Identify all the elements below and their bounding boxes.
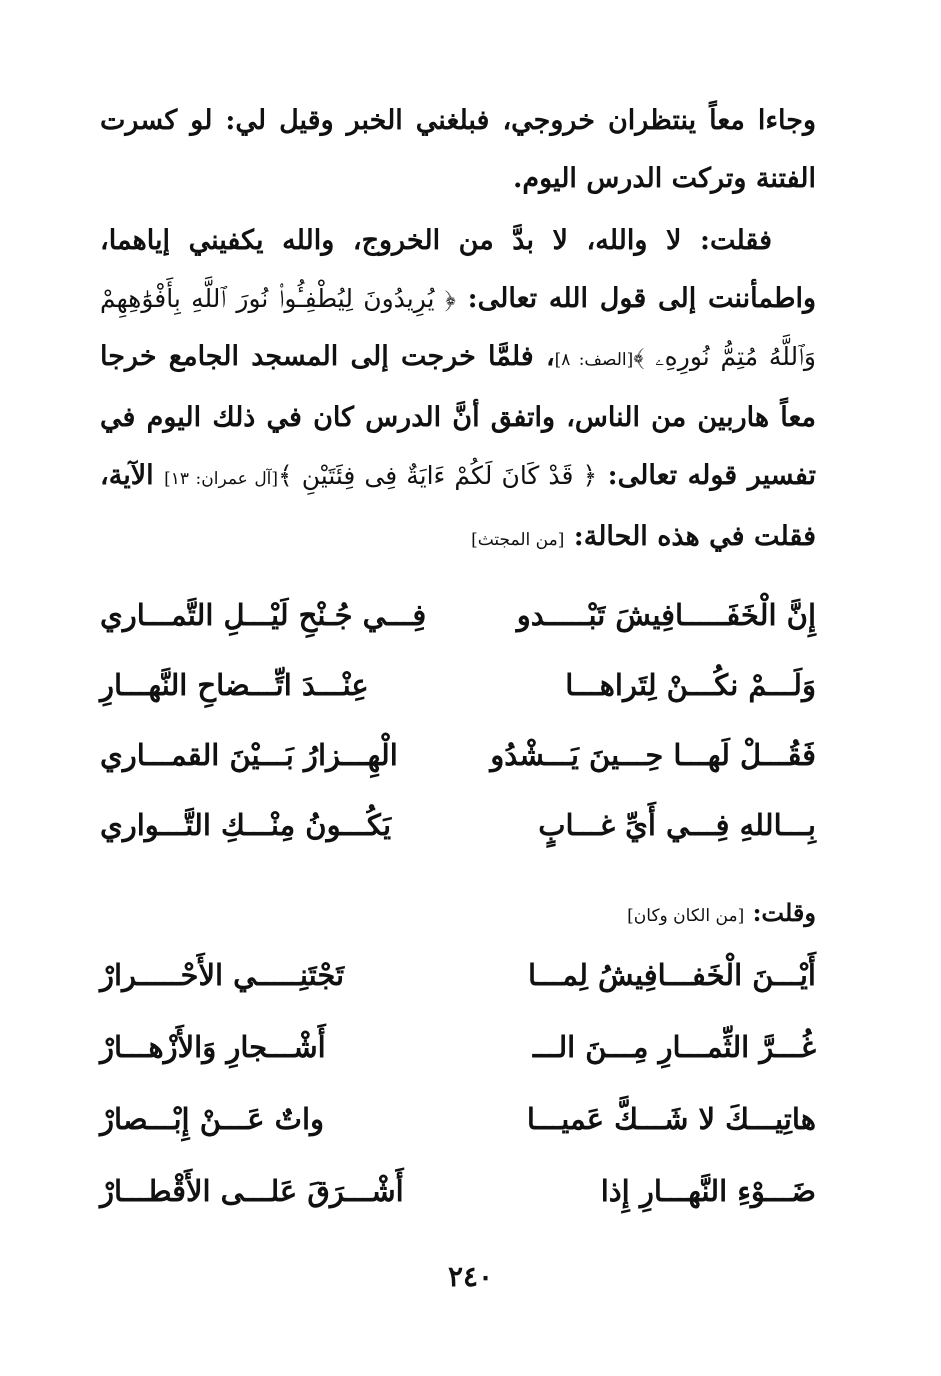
paragraph-2 xyxy=(100,212,816,569)
verse-row xyxy=(100,1174,816,1234)
verse-second-hemistich: الْهِـــزارُ بَـــيْنَ القمـــاري xyxy=(100,738,398,772)
quran-ref-1: [الصف: ٨] xyxy=(554,350,634,370)
quran-ref-2: [آل عمران: ١٣] xyxy=(164,469,279,489)
verse-first-hemistich: أَيْـــنَ الْخَفـــافِيشُ لِمـــا xyxy=(527,958,816,992)
quran-verse-1: ﴿ يُرِيدُونَ لِيُطْفِـُٔوا۟ نُورَ ٱللَّهِ بِأَفْوَٰهِهِمْ وَٱللَّهُ مُتِمُّ نُورِهِۦ ﴾ xyxy=(100,284,816,371)
verse-row xyxy=(100,1030,816,1090)
verse-row xyxy=(100,738,816,798)
verse-first-hemistich: وَلَـــمْ نكُـــنْ لِتَراهـــا xyxy=(565,668,816,702)
verse-second-hemistich: فِـــي جُـنْحِ لَيْـــلِ التَّمـــاري xyxy=(100,598,427,632)
verse-second-hemistich: واتٌ عَـــنْ إِبْـــصارْ xyxy=(100,1102,325,1136)
paragraph-1-text: وجاءا معاً ينتظران خروجي، فبلغني الخبر وقيل لي: لو كسرت الفتنة وتركت الدرس اليوم. xyxy=(100,105,816,194)
verse-row xyxy=(100,668,816,728)
verse-first-hemistich: غُـــرَّ الثِّمـــارِ مِـــنَ الـــ xyxy=(532,1030,816,1064)
verse-second-hemistich: يَكُـــونُ مِنْـــكِ التَّـــواري xyxy=(100,808,392,842)
verse-row xyxy=(100,598,816,658)
verse-second-hemistich: عِنْـــدَ اتِّـــضاحِ النَّهـــارِ xyxy=(100,668,369,702)
quran-verse-2: ﴿ قَدْ كَانَ لَكُمْ ءَايَةٌ فِى فِئَتَيْنِ ﴾ xyxy=(278,461,598,490)
page-number: ٢٤٠ xyxy=(447,1260,494,1293)
verse-second-hemistich: أَشْـــرَقَ عَلـــى الأَقْطـــارْ xyxy=(100,1174,404,1208)
meter-label-1: [من المجتث] xyxy=(471,530,565,550)
verse-first-hemistich: إِنَّ الْخَفَـــــافِيشَ تَبْـــــدو xyxy=(516,598,816,632)
verse-second-hemistich: أَشْـــجارِ وَالأَزْهـــارْ xyxy=(100,1030,326,1064)
meter-label-2: [من الكان وكان] xyxy=(627,906,745,926)
verse-first-hemistich: هاتِيـــكَ لا شَـــكَّ عَميـــا xyxy=(526,1102,816,1136)
verse-row xyxy=(100,1102,816,1162)
verse-first-hemistich: فَقُـــلْ لَهـــا حِـــينَ يَـــشْدُو xyxy=(490,738,816,772)
verse-first-hemistich: ضَـــوْءِ النَّهـــارِ إِذا xyxy=(600,1174,816,1208)
verse-row xyxy=(100,808,816,868)
poem-2-intro xyxy=(100,898,816,927)
paragraph-1 xyxy=(100,92,816,208)
intro-text: وقلت: xyxy=(752,898,816,927)
verse-second-hemistich: تَجْتَنِـــــي الأَحْـــــرارْ xyxy=(100,958,345,992)
paragraph-2-text-c: الآية، فقلت في هذه الحالة: xyxy=(100,460,816,552)
paragraph-2-text-b: ، فلمَّا خرجت إلى المسجد الجامع خرجا معاً هاربين من الناس، واتفق أنَّ الدرس كان في ذلك اليوم في تفسير قوله تعالى: xyxy=(100,341,816,491)
verse-first-hemistich: بِـــاللهِ فِـــي أَيِّ غـــابٍ xyxy=(538,808,816,842)
verse-row xyxy=(100,958,816,1018)
paragraph-2-text-a: فقلت: لا والله، لا بدَّ من الخروج، والله يكفيني إياهما، واطمأننت إلى قول الله تعالى: xyxy=(100,225,817,314)
